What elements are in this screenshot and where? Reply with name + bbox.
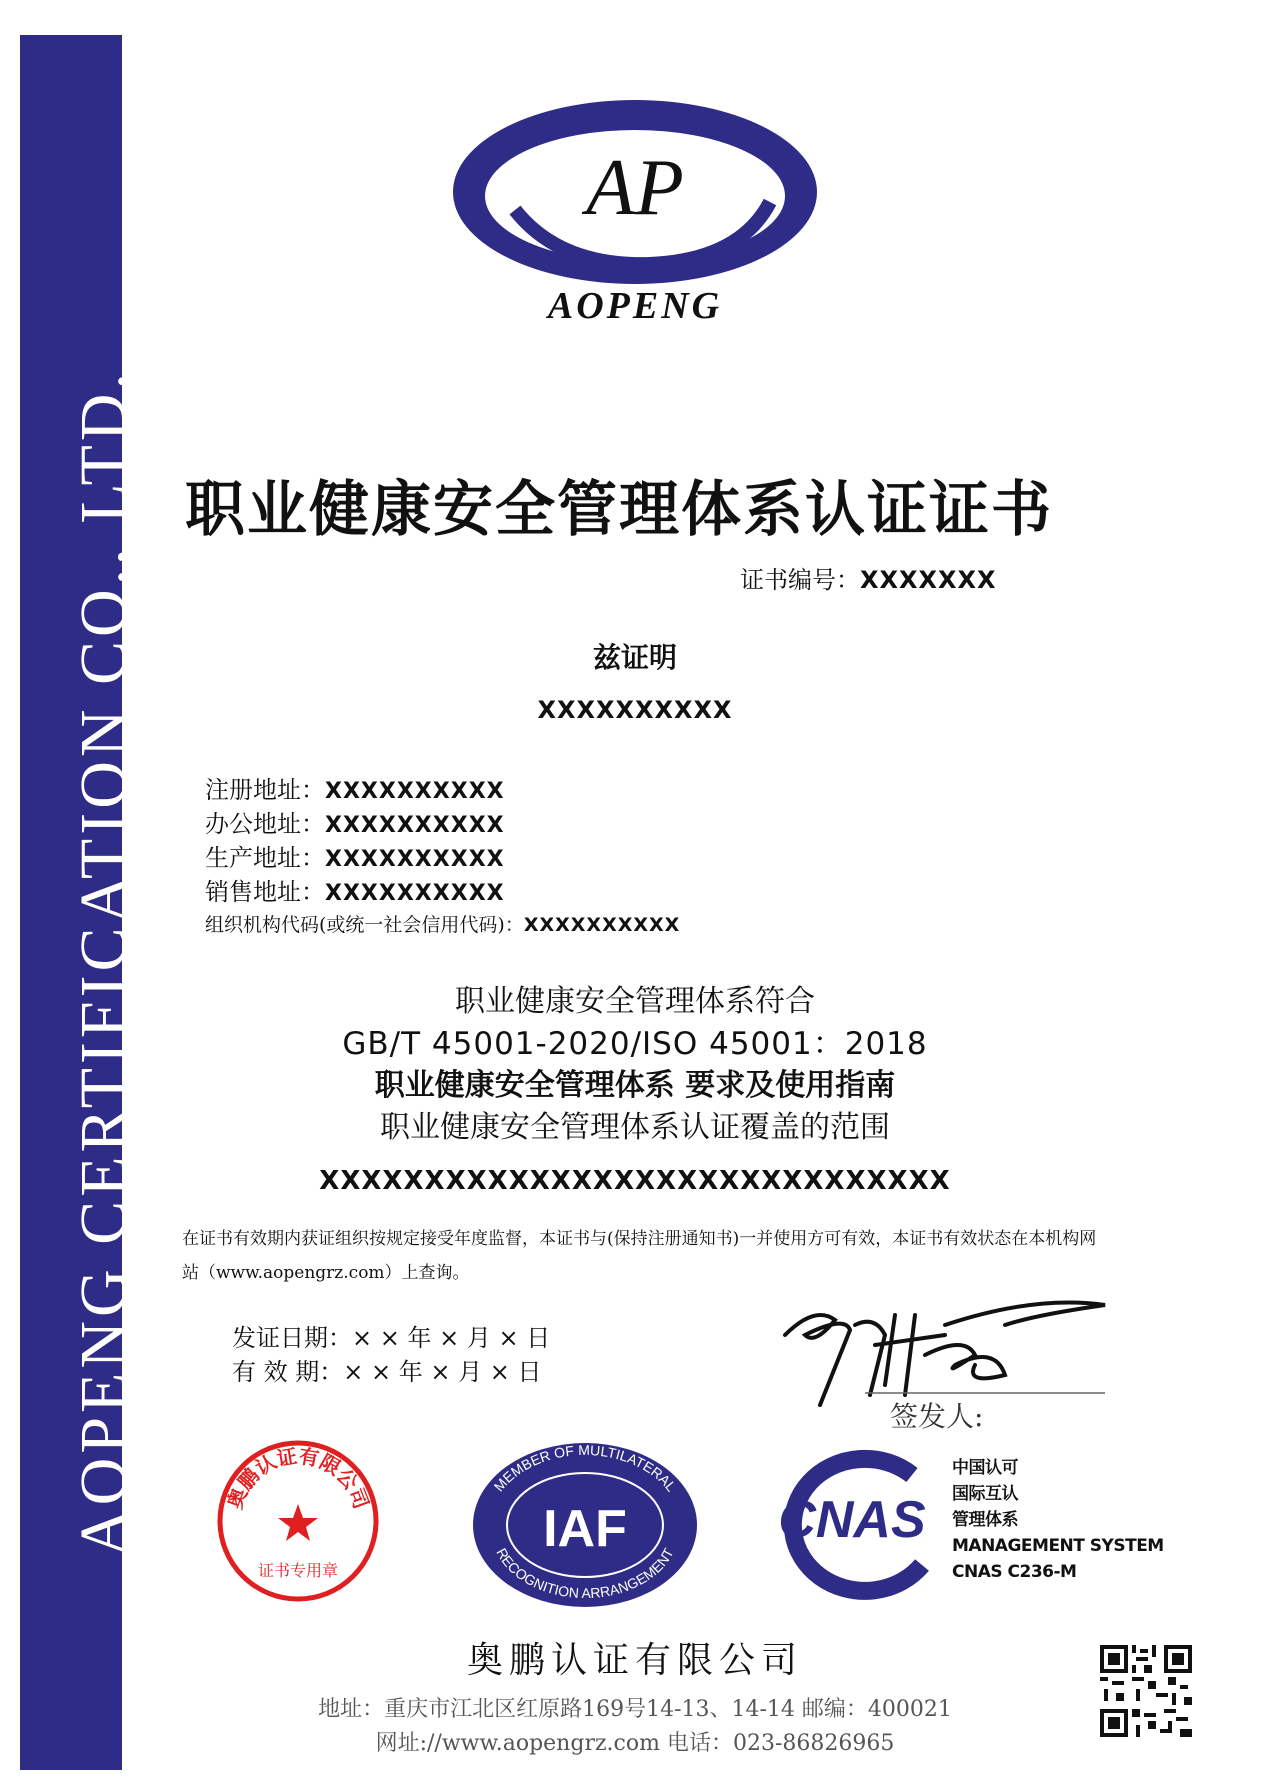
validity-note: 在证书有效期内获证组织按规定接受年度监督，本证书与(保持注册通知书)一并使用方可有效，本证书有效状态在本机构网站（www.aopengrz.com）上查询。 bbox=[182, 1229, 1097, 1283]
validity-value: × × 年 × 月 × 日 bbox=[343, 1358, 542, 1386]
issue-date-row bbox=[232, 1318, 550, 1353]
address-value: XXXXXXXXXX bbox=[325, 847, 505, 872]
address-label: 销售地址： bbox=[205, 878, 325, 906]
footer-address: 地址：重庆市江北区红原路169号14-13、14-14 邮编：400021 bbox=[318, 1697, 952, 1722]
iaf-center: IAF bbox=[543, 1500, 627, 1558]
certificate-number-value: XXXXXXX bbox=[860, 566, 997, 594]
company-seal bbox=[213, 1436, 383, 1606]
cnas-line: 管理体系 bbox=[952, 1510, 1018, 1530]
certificate-title: 职业健康安全管理体系认证证书 bbox=[185, 475, 1053, 545]
address-label: 注册地址： bbox=[205, 776, 325, 804]
aopeng-logo bbox=[440, 92, 830, 342]
standard-code: GB/T 45001-2020/ISO 45001：2018 bbox=[342, 1026, 928, 1062]
org-code-label: 组织机构代码(或统一社会信用代码)： bbox=[205, 914, 524, 936]
cnas-line: 国际互认 bbox=[952, 1484, 1018, 1504]
qr-code bbox=[1100, 1645, 1192, 1737]
address-value: XXXXXXXXXX bbox=[325, 881, 505, 906]
address-value: XXXXXXXXXX bbox=[325, 779, 505, 804]
logo-brand: AOPENG bbox=[547, 285, 723, 327]
cnas-line: CNAS C236-M bbox=[952, 1562, 1077, 1582]
address-row bbox=[205, 838, 505, 873]
cnas-line: 中国认可 bbox=[952, 1458, 1018, 1478]
address-row bbox=[205, 804, 505, 839]
organization-name: XXXXXXXXXX bbox=[537, 696, 733, 724]
cnas-mark-text: CNAS bbox=[778, 1491, 926, 1549]
address-row bbox=[205, 872, 505, 907]
iaf-mark bbox=[470, 1440, 700, 1610]
validity-row bbox=[232, 1352, 541, 1387]
standard-name: 职业健康安全管理体系 要求及使用指南 bbox=[374, 1068, 896, 1103]
iaf-ring-bottom: RECOGNITION ARRANGEMENT bbox=[493, 1545, 677, 1602]
address-label: 生产地址： bbox=[205, 844, 325, 872]
address-row bbox=[205, 770, 505, 805]
address-label: 办公地址： bbox=[205, 810, 325, 838]
certify-heading: 兹证明 bbox=[592, 641, 677, 674]
org-code-value: XXXXXXXXXX bbox=[523, 914, 681, 936]
issue-date-label: 发证日期： bbox=[232, 1324, 352, 1352]
footer-web-phone: 网址://www.aopengrz.com 电话：023-86826965 bbox=[375, 1731, 895, 1756]
seal-bottom-text: 证书专用章 bbox=[257, 1561, 339, 1580]
validity-label: 有 效 期： bbox=[232, 1358, 344, 1386]
iaf-ring-top: MEMBER OF MULTILATERAL bbox=[490, 1441, 680, 1495]
scope-heading: 职业健康安全管理体系认证覆盖的范围 bbox=[380, 1110, 890, 1145]
logo-initials: AP bbox=[586, 144, 684, 232]
seal-top-text: 奥鹏认证有限公司 bbox=[222, 1443, 374, 1512]
issuer-label: 签发人: bbox=[890, 1400, 984, 1433]
side-band-text: AOPENG CERTIFICATION CO., LTD. bbox=[67, 369, 140, 1557]
cnas-mark bbox=[762, 1445, 952, 1600]
certificate-number-label: 证书编号： bbox=[740, 566, 860, 594]
issue-date-value: × × 年 × 月 × 日 bbox=[352, 1324, 551, 1352]
certificate-number bbox=[740, 560, 997, 595]
scope-value: XXXXXXXXXXXXXXXXXXXXXXXXXXXXXX bbox=[319, 1166, 951, 1196]
svg-text:奥鹏认证有限公司 bbox=[222, 1444, 373, 1512]
company-name: 奥鹏认证有限公司 bbox=[466, 1640, 803, 1681]
address-value: XXXXXXXXXX bbox=[325, 813, 505, 838]
cnas-line: MANAGEMENT SYSTEM bbox=[952, 1536, 1164, 1556]
conformity-line: 职业健康安全管理体系符合 bbox=[455, 984, 815, 1019]
org-code-row bbox=[205, 910, 680, 937]
cnas-caption bbox=[952, 1455, 1164, 1585]
